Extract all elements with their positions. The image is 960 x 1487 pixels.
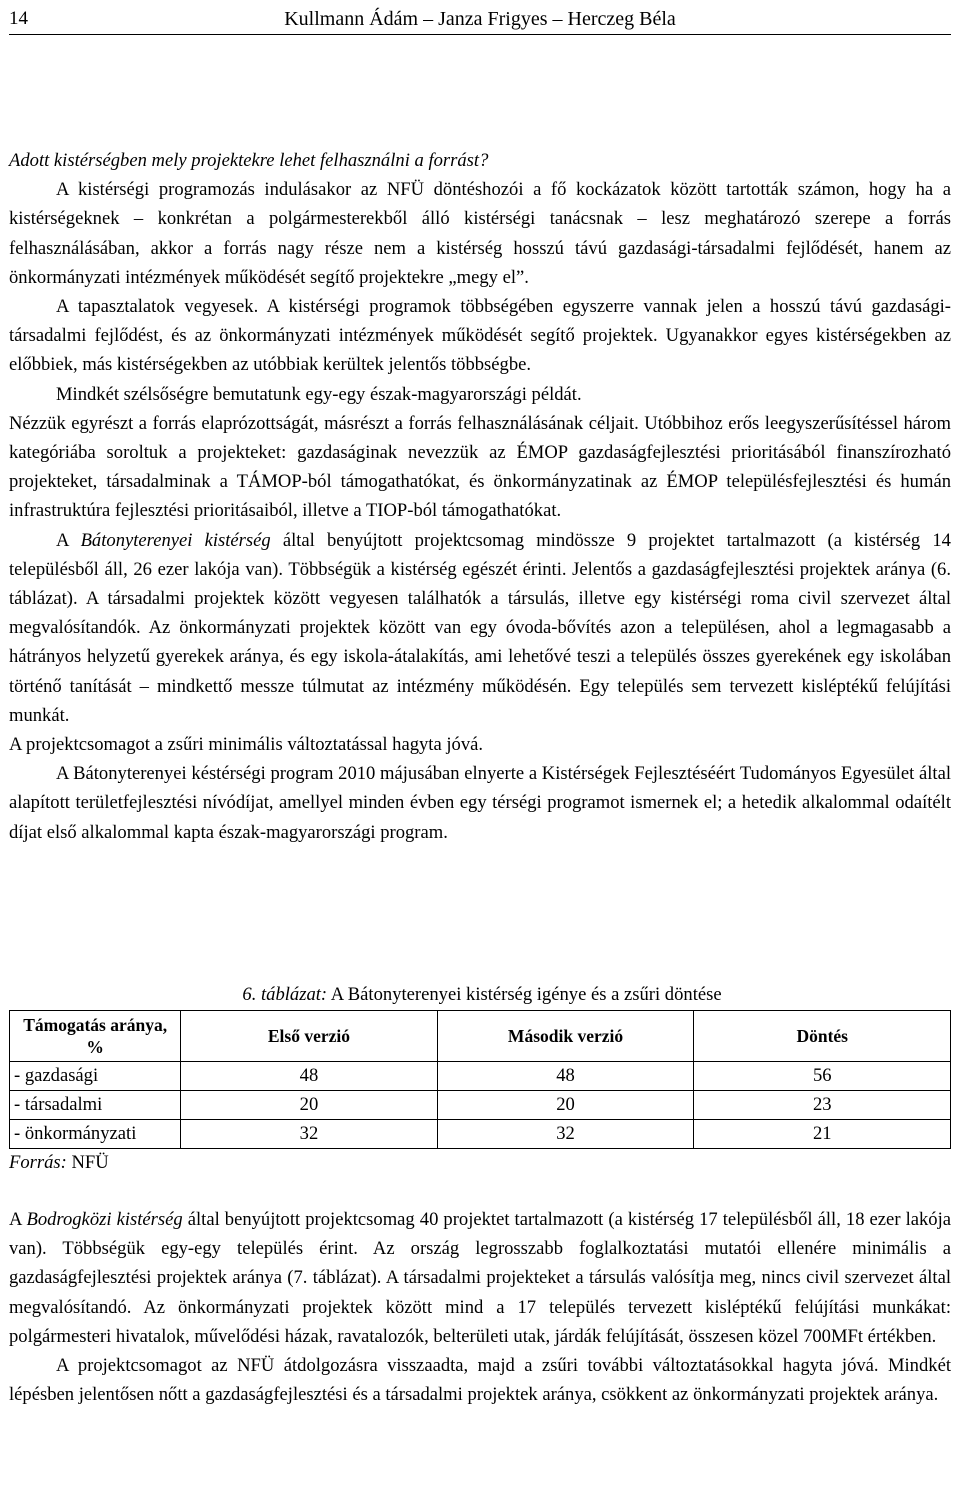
table-header-cell: Első verzió — [181, 1011, 437, 1062]
running-header-authors: Kullmann Ádám – Janza Frigyes – Herczeg Béla — [284, 8, 676, 30]
paragraph: A tapasztalatok vegyesek. A kistérségi programok többségében egyszerre vannak jelen a hosszú távú gazdasági-társadalmi fejlődést, és az önkormányzati intézmények működését segítő projektek. Ugyanakkor egyes kistérségekben az előbbiek, más kistérségekben az utóbbiak kerültek jelentős többségbe. — [9, 296, 951, 376]
table-cell: 23 — [694, 1091, 951, 1120]
table-cell: 56 — [694, 1062, 951, 1091]
table-caption-label: 6. táblázat: — [242, 984, 328, 1005]
table-cell: - gazdasági — [10, 1062, 181, 1091]
paragraph: Mindkét szélsőségre bemutatunk egy-egy észak-magyarországi példát. — [56, 383, 582, 405]
body-text-top — [9, 146, 951, 847]
region-name: Bodrogközi kistérség — [26, 1209, 183, 1230]
table-source — [9, 1152, 109, 1174]
paragraph — [9, 1205, 951, 1351]
table-header-row — [10, 1011, 951, 1062]
table-row — [10, 1120, 951, 1149]
body-text-bottom — [9, 1205, 951, 1409]
paragraph-text: A — [56, 529, 81, 551]
table-cell: 32 — [437, 1120, 694, 1149]
table-source-text: NFÜ — [66, 1152, 109, 1173]
paragraph: A Bátonyterenyei késtérségi program 2010 májusában elnyerte a Kistérségek Fejlesztéséért Tudományos Egyesület által alapított területfejlesztési nívódíjat, amellyel minden évben egy térségi programot ismernek el; a hetedik alkalommal odaítélt díjat első alkalommal kapta észak-magyarországi program. — [9, 763, 951, 843]
table-row — [10, 1091, 951, 1120]
table-row — [10, 1062, 951, 1091]
table-cell: - társadalmi — [10, 1091, 181, 1120]
paragraph: A kistérségi programozás indulásakor az NFÜ döntéshozói a fő kockázatok között tartották számon, hogy ha a kistérségeknek – konkrétan a polgármesterekből álló kistérségi tanácsnak – lesz meghatározó szerepe a forrás felhasználásában, akkor a forrás nagy része nem a kistérség hosszú távú gazdasági-társadalmi fejlődését, hanem az önkormányzati intézmények működését segítő projektekre „megy el”. — [9, 179, 951, 288]
section-question: Adott kistérségben mely projektekre lehet felhasználni a forrást? — [9, 150, 489, 171]
data-table — [9, 1010, 951, 1149]
table-cell: 21 — [694, 1120, 951, 1149]
paragraph: A projektcsomagot az NFÜ átdolgozásra visszaadta, majd a zsűri további változtatásokkal hagyta jóvá. Mindkét lépésben jelentősen nőtt a gazdaságfejlesztési és a társadalmi projektek aránya, csökkent az önkormányzati projektek aránya. — [9, 1355, 951, 1406]
table-cell: 48 — [181, 1062, 437, 1091]
table-source-label: Forrás: — [9, 1152, 67, 1173]
paragraph: Nézzük egyrészt a forrás elaprózottságát, másrészt a forrás felhasználásának céljait. Utóbbihoz erős leegyszerűsítéssel három kategóriába soroltuk a projekteket: gazdaságinak nevezzük az ÉMOP gazdaságfejlesztési prioritásából finanszírozható projekteket, társadalminak a TÁMOP-ból támogathatókat, és önkormányzatinak az ÉMOP településfejlesztési és humán infrastruktúra fejlesztési prioritásaiból, illetve a TIOP-ból támogathatókat. — [9, 412, 951, 522]
page-header — [9, 4, 951, 35]
table-cell: 48 — [437, 1062, 694, 1091]
table-cell: 20 — [181, 1091, 437, 1120]
table-cell: 32 — [181, 1120, 437, 1149]
page-number: 14 — [9, 8, 28, 29]
table-caption-text: A Bátonyterenyei kistérség igénye és a zsűri döntése — [327, 984, 722, 1005]
table-cell: 20 — [437, 1091, 694, 1120]
paragraph-text: által benyújtott projektcsomag 40 projektet tartalmazott (a kistérség 17 településből áll, 18 ezer lakója van). Többségük egy-egy település érint. Az ország legrosszabb foglalkoztatási mutatói ellenére minimális a gazdaságfejlesztési projektek aránya (7. táblázat). A társadalmi projekteket a társulás valósítja meg, nincs civil szervezet által megvalósítandó. Az önkormányzati projektek között mind a 17 település tervezett kisléptékű felújítási munkákat: polgármesteri hivatalok, művelődési házak, ravatalozók, belterületi utak, járdák felújítását, összesen közel 700MFt értékben. — [9, 1209, 951, 1347]
table-caption — [9, 984, 951, 1006]
table-header-cell: Döntés — [694, 1011, 951, 1062]
paragraph: A projektcsomagot a zsűri minimális változtatással hagyta jóvá. — [9, 734, 484, 756]
table-header-cell: Második verzió — [437, 1011, 694, 1062]
paragraph-text: A — [9, 1209, 27, 1230]
table-header-cell: Támogatás aránya, % — [10, 1011, 181, 1062]
paragraph — [9, 526, 951, 730]
paragraph-text: által benyújtott projektcsomag mindössze 9 projektet tartalmazott (a kistérség 14 településből áll, 26 ezer lakója van). Többségük a kistérség egészét érinti. Jelentős a gazdaságfejlesztési projektek aránya (6. táblázat). A társadalmi projektek között vegyesen találhatók a társulás, illetve egy kistérségi roma civil szervezet által megvalósítandók. Az önkormányzati projektek között van egy óvoda-bővítés azon a településen, ahol a legmagasabb a hátrányos helyzetű gyerekek aránya, és egy iskola-átalakítás, ami lehetővé teszi a település összes gyerekének egy iskolában történő tanítását – mindkettő messze túlmutat az intézmény működésén. Egy település sem tervezett kisléptékű felújítási munkát. — [9, 529, 951, 726]
table-cell: - önkormányzati — [10, 1120, 181, 1149]
region-name: Bátonyterenyei kistérség — [80, 529, 271, 551]
